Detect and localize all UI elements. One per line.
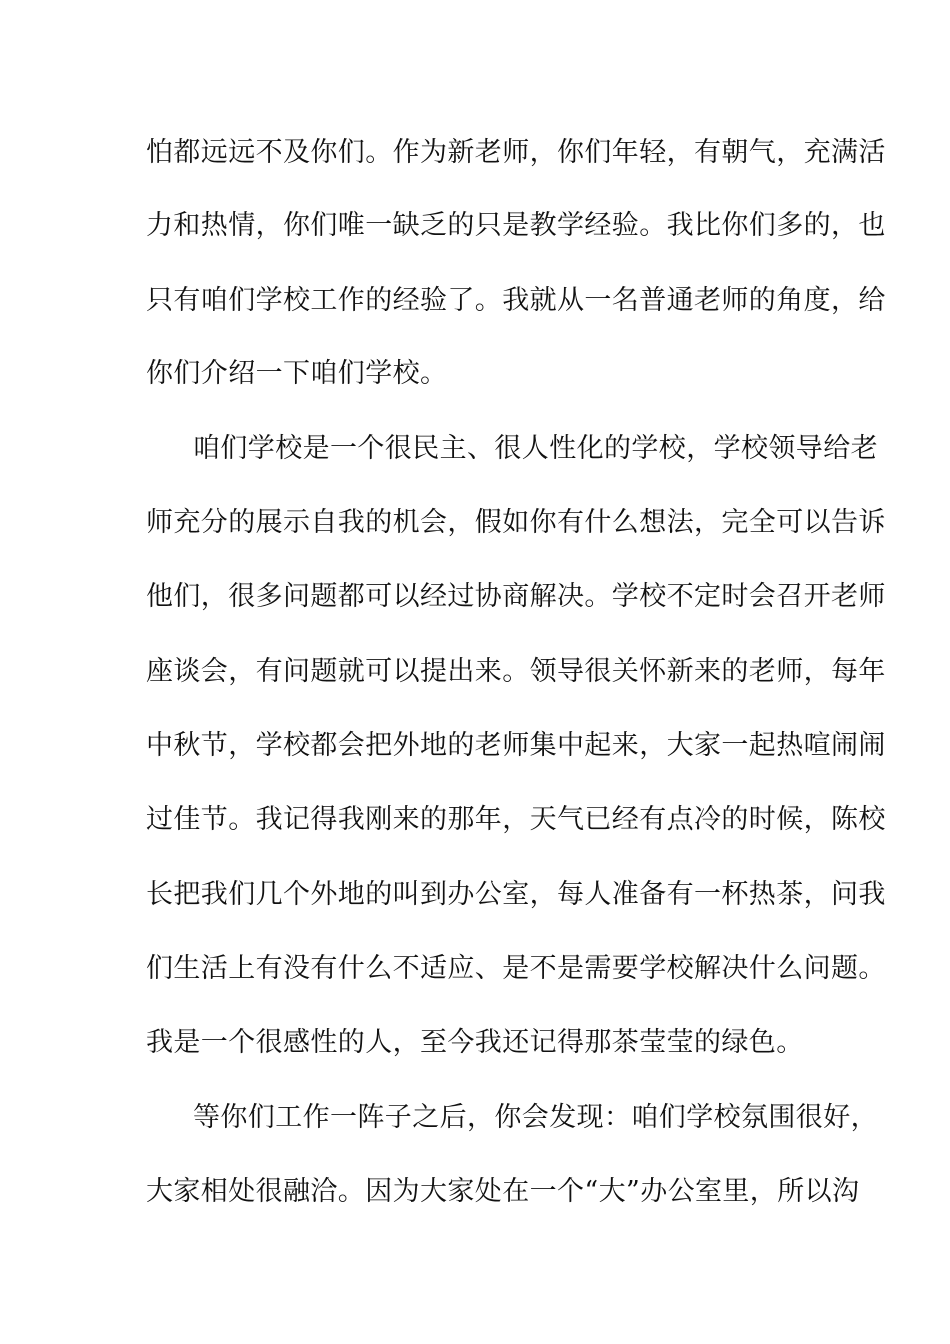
text-line: 长把我们几个外地的叫到办公室，每人准备有一杯热茶，问我 xyxy=(146,879,886,910)
paragraph-first-line: 等你们工作一阵子之后，你会发现：咱们学校氛围很好， xyxy=(193,1102,878,1133)
text-line: 怕都远远不及你们。作为新老师，你们年轻，有朝气，充满活 xyxy=(146,137,886,168)
text-line: 座谈会，有问题就可以提出来。领导很关怀新来的老师，每年 xyxy=(146,656,886,687)
text-line: 师充分的展示自我的机会，假如你有什么想法，完全可以告诉 xyxy=(146,507,886,538)
paragraph-first-line: 咱们学校是一个很民主、很人性化的学校，学校领导给老 xyxy=(193,433,878,464)
text-line: 你们介绍一下咱们学校。 xyxy=(146,358,448,389)
text-line: 他们，很多问题都可以经过协商解决。学校不定时会召开老师 xyxy=(146,581,886,612)
text-line: 大家相处很融洽。因为大家处在一个“大”办公室里，所以沟 xyxy=(146,1176,860,1207)
text-line: 中秋节，学校都会把外地的老师集中起来，大家一起热喧闹闹 xyxy=(146,730,886,761)
text-line: 过佳节。我记得我刚来的那年，天气已经有点冷的时候，陈校 xyxy=(146,804,886,835)
text-line: 只有咱们学校工作的经验了。我就从一名普通老师的角度，给 xyxy=(146,285,886,316)
text-line: 我是一个很感性的人，至今我还记得那茶莹莹的绿色。 xyxy=(146,1027,804,1058)
text-line: 力和热情，你们唯一缺乏的只是教学经验。我比你们多的，也 xyxy=(146,210,886,241)
text-line: 们生活上有没有什么不适应、是不是需要学校解决什么问题。 xyxy=(146,953,886,984)
